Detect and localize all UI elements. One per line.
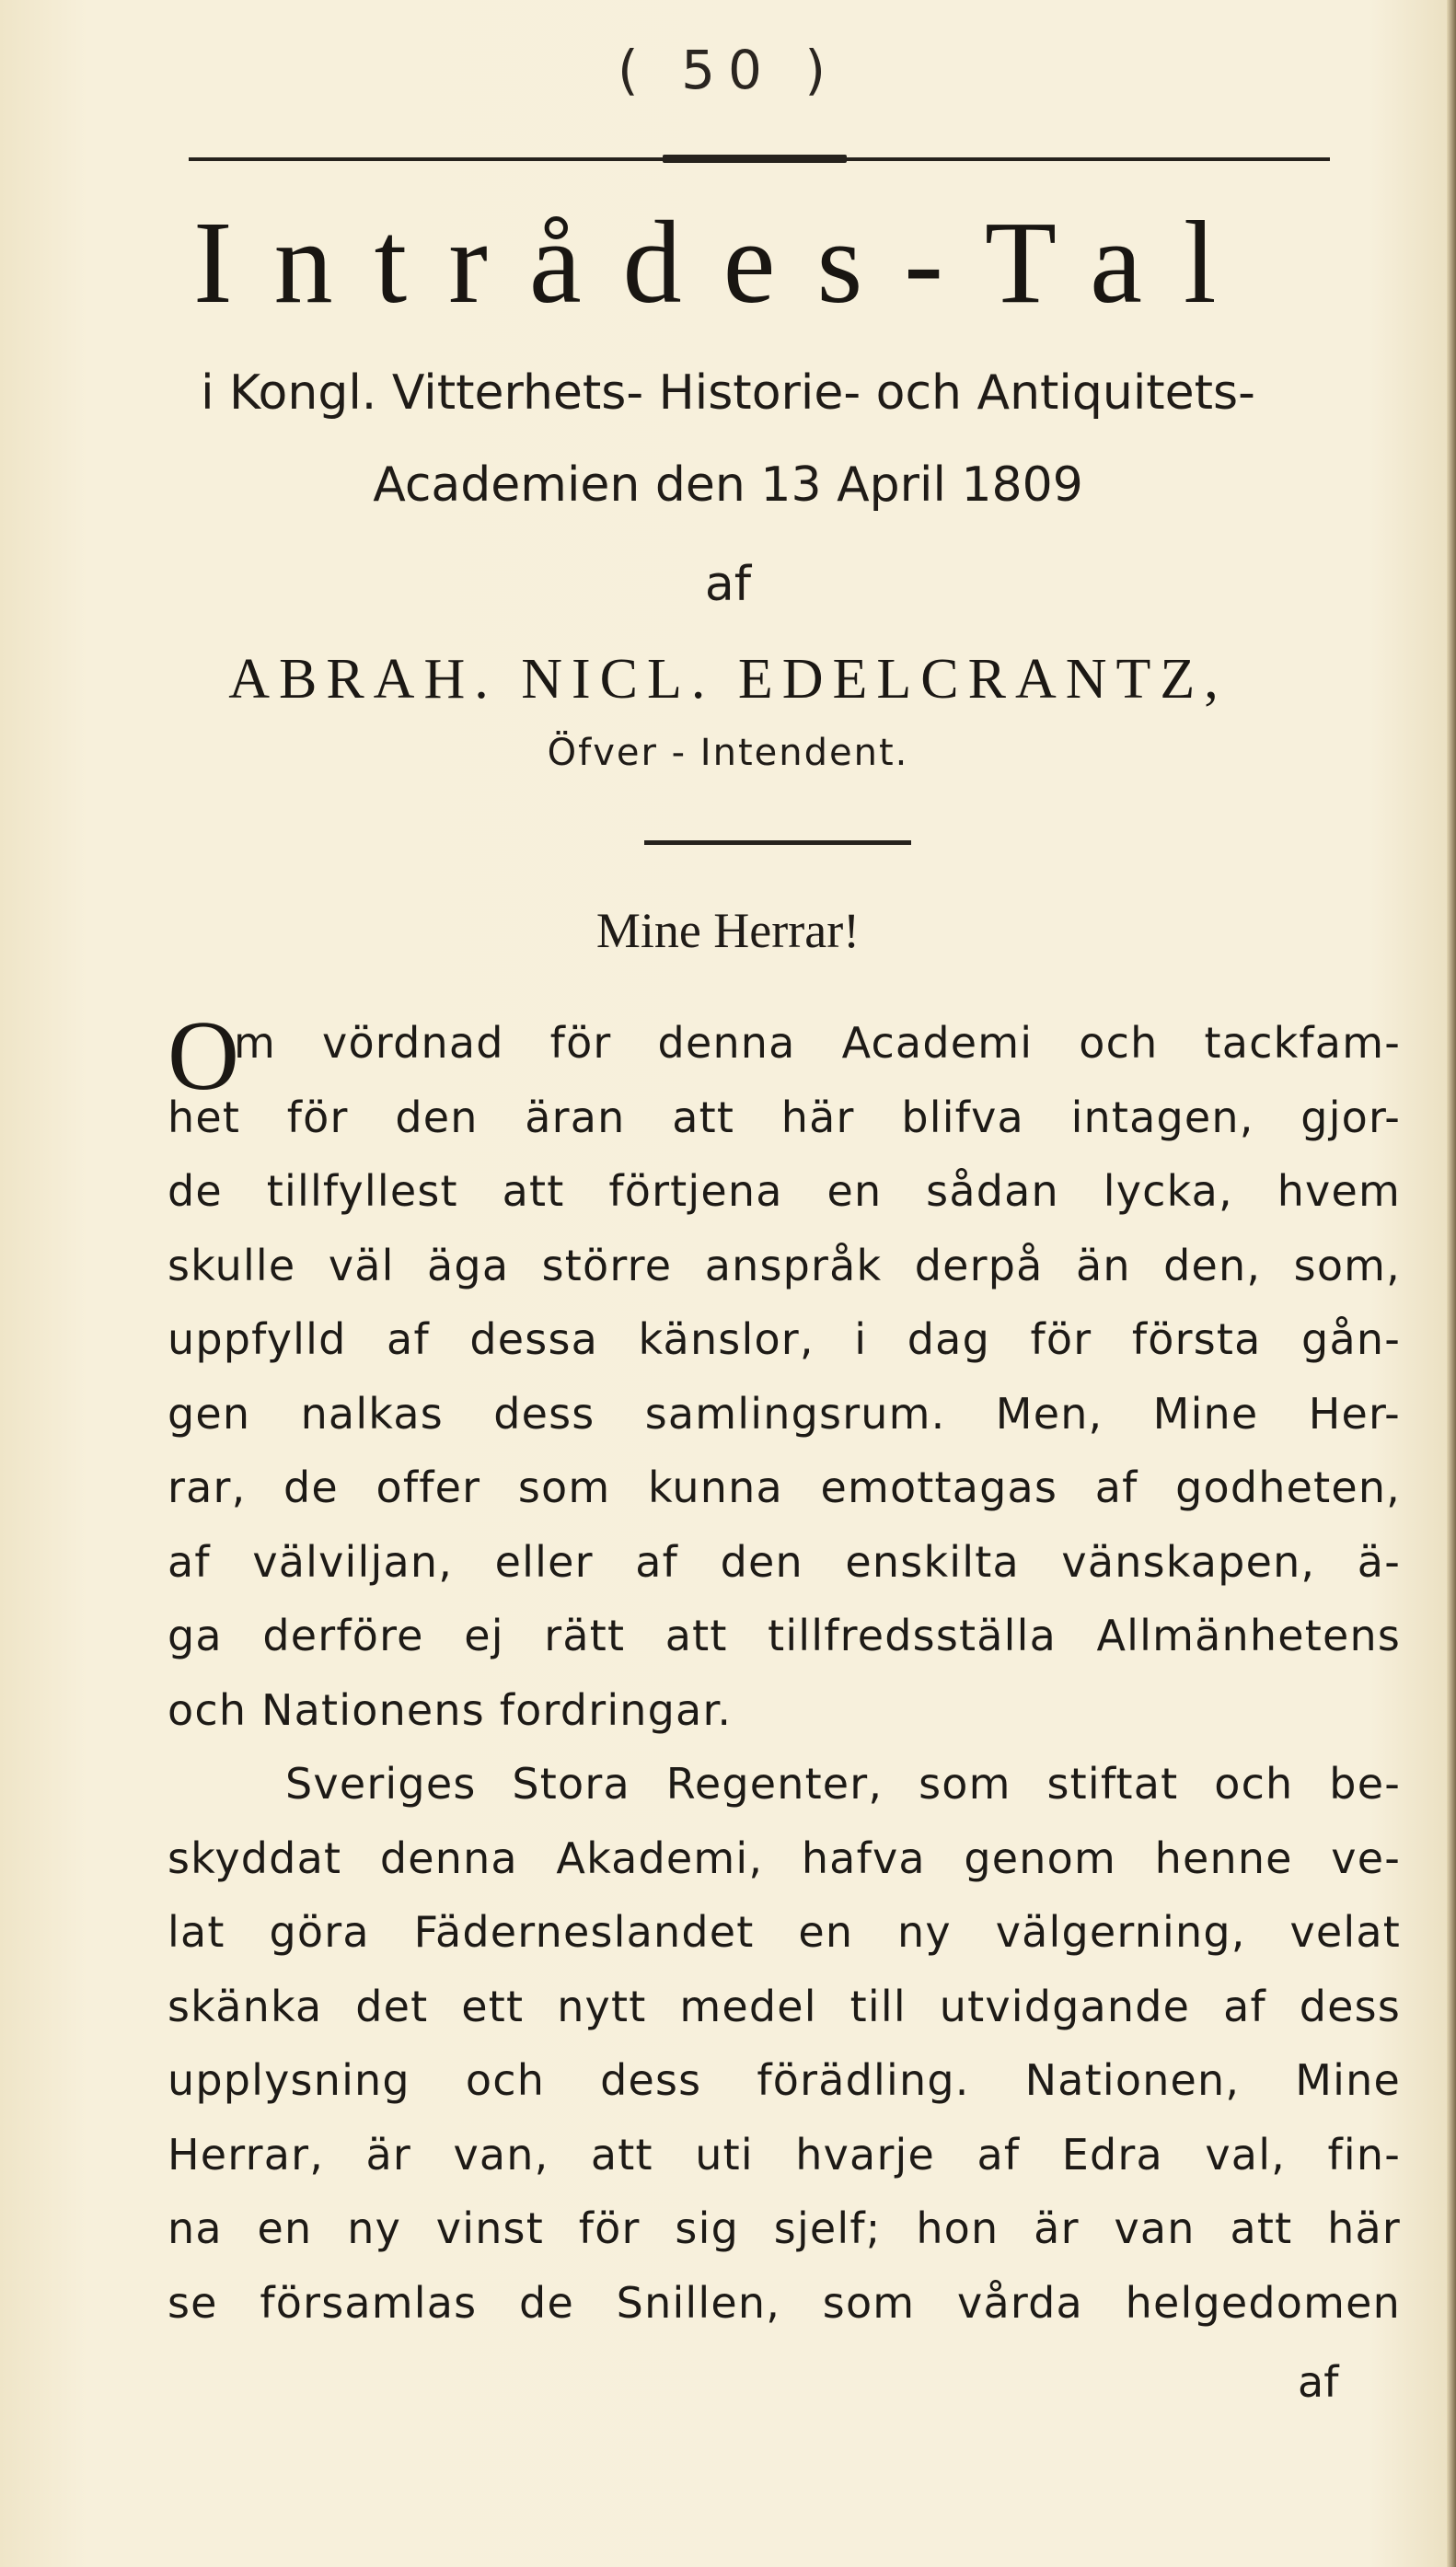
text-line: uppfylld af dessa känslor, i dag för första gån- bbox=[168, 1314, 1401, 1364]
paragraph-1 bbox=[168, 1001, 1401, 1747]
text-line: af välviljan, eller af den enskilta vänskapen, ä- bbox=[168, 1536, 1401, 1587]
text-line: Sveriges Stora Regenter, som stiftat och be- bbox=[285, 1759, 1401, 1809]
paragraph-2 bbox=[168, 1747, 1401, 2340]
page-title: Intrådes-Tal bbox=[193, 197, 1258, 328]
text-line: och Nationens fordringar. bbox=[168, 1684, 733, 1735]
text-line: skänka det ett nytt medel till utvidgande af dess bbox=[168, 1981, 1401, 2031]
text-line: upplysning och dess förädling. Nationen, Mine bbox=[168, 2055, 1401, 2105]
text-line: m vördnad för denna Academi och tackfam- bbox=[234, 1018, 1401, 1068]
text-line: rar, de offer som kunna emottagas af godheten, bbox=[168, 1463, 1401, 1512]
text-line: ga derföre ej rätt att tillfredsställa Allmänhetens bbox=[168, 1611, 1401, 1660]
text-line: na en ny vinst för sig sjelf; hon är van att här bbox=[168, 2203, 1401, 2253]
header-rule-ornament bbox=[663, 155, 847, 163]
drop-initial: O bbox=[168, 1001, 239, 1111]
section-rule bbox=[644, 840, 911, 845]
subtitle-line-1: i Kongl. Vitterhets- Historie- och Antiquitets- bbox=[201, 365, 1255, 421]
text-line: skyddat denna Akademi, hafva genom henne ve- bbox=[168, 1833, 1401, 1883]
author-name: ABRAH. NICL. EDELCRANTZ, bbox=[228, 648, 1228, 711]
text-line: de tillfyllest att förtjena en sådan lycka, hvem bbox=[168, 1166, 1401, 1216]
page-number: ( 50 ) bbox=[618, 39, 838, 101]
subtitle-line-2: Academien den 13 April 1809 bbox=[373, 457, 1083, 513]
text-line: se församlas de Snillen, som vårda helgedomen bbox=[168, 2277, 1401, 2328]
text-line: lat göra Fäderneslandet en ny välgerning, velat bbox=[168, 1907, 1401, 1957]
text-line: skulle väl äga större anspråk derpå än den, som, bbox=[168, 1240, 1401, 1290]
catchword: af bbox=[1298, 2357, 1339, 2407]
salutation: Mine Herrar! bbox=[595, 903, 861, 958]
author-rank: Öfver - Intendent. bbox=[547, 732, 909, 774]
byline-preposition: af bbox=[704, 557, 752, 612]
text-line: gen nalkas dess samlingsrum. Men, Mine Her- bbox=[168, 1388, 1401, 1439]
text-line: het för den äran att här blifva intagen, gjor- bbox=[168, 1092, 1401, 1142]
text-line: Herrar, är van, att uti hvarje af Edra val, fin- bbox=[168, 2129, 1401, 2180]
